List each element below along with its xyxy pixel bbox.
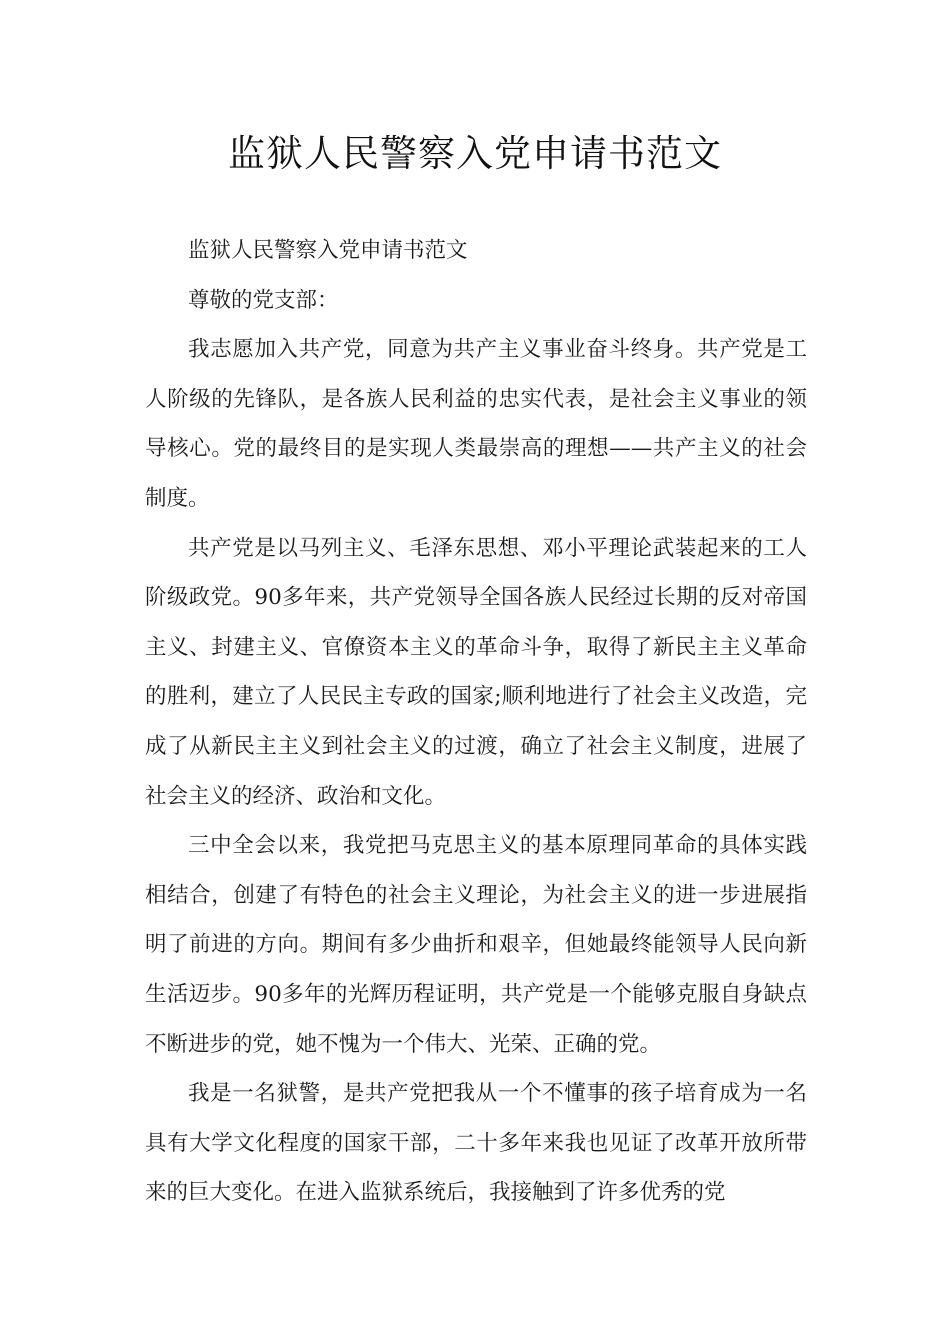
body-paragraph: 我是一名狱警，是共产党把我从一个不懂事的孩子培育成为一名具有大学文化程度的国家干部，二十多年来我也见证了改革开放所带来的巨大变化。在进入监狱系统后，我接触到了许多优秀的党	[145, 1081, 807, 1206]
salutation-paragraph: 尊敬的党支部：	[188, 287, 339, 313]
body-paragraph: 我志愿加入共产党，同意为共产主义事业奋斗终身。共产党是工人阶级的先锋队，是各族人民利益的忠实代表，是社会主义事业的领导核心。党的最终目的是实现人类最崇高的理想——共产主义的社会制度。	[145, 337, 807, 511]
document-title: 监狱人民警察入党申请书范文	[228, 132, 722, 175]
body-paragraph: 共产党是以马列主义、毛泽东思想、邓小平理论武装起来的工人阶级政党。90多年来，共产党领导全国各族人民经过长期的反对帝国主义、封建主义、官僚资本主义的革命斗争，取得了新民主主义革命的胜利，建立了人民民主专政的国家;顺利地进行了社会主义改造，完成了从新民主主义到社会主义的过渡，确立了社会主义制度，进展了社会主义的经济、政治和文化。	[145, 535, 807, 809]
body-paragraph: 三中全会以来，我党把马克思主义的基本原理同革命的具体实践相结合，创建了有特色的社会主义理论，为社会主义的进一步进展指明了前进的方向。期间有多少曲折和艰辛，但她最终能领导人民向新生活迈步。90多年的光辉历程证明，共产党是一个能够克服自身缺点不断进步的党，她不愧为一个伟大、光荣、正确的党。	[145, 833, 807, 1057]
subtitle-paragraph: 监狱人民警察入党申请书范文	[188, 238, 468, 263]
document-body	[145, 226, 807, 1218]
